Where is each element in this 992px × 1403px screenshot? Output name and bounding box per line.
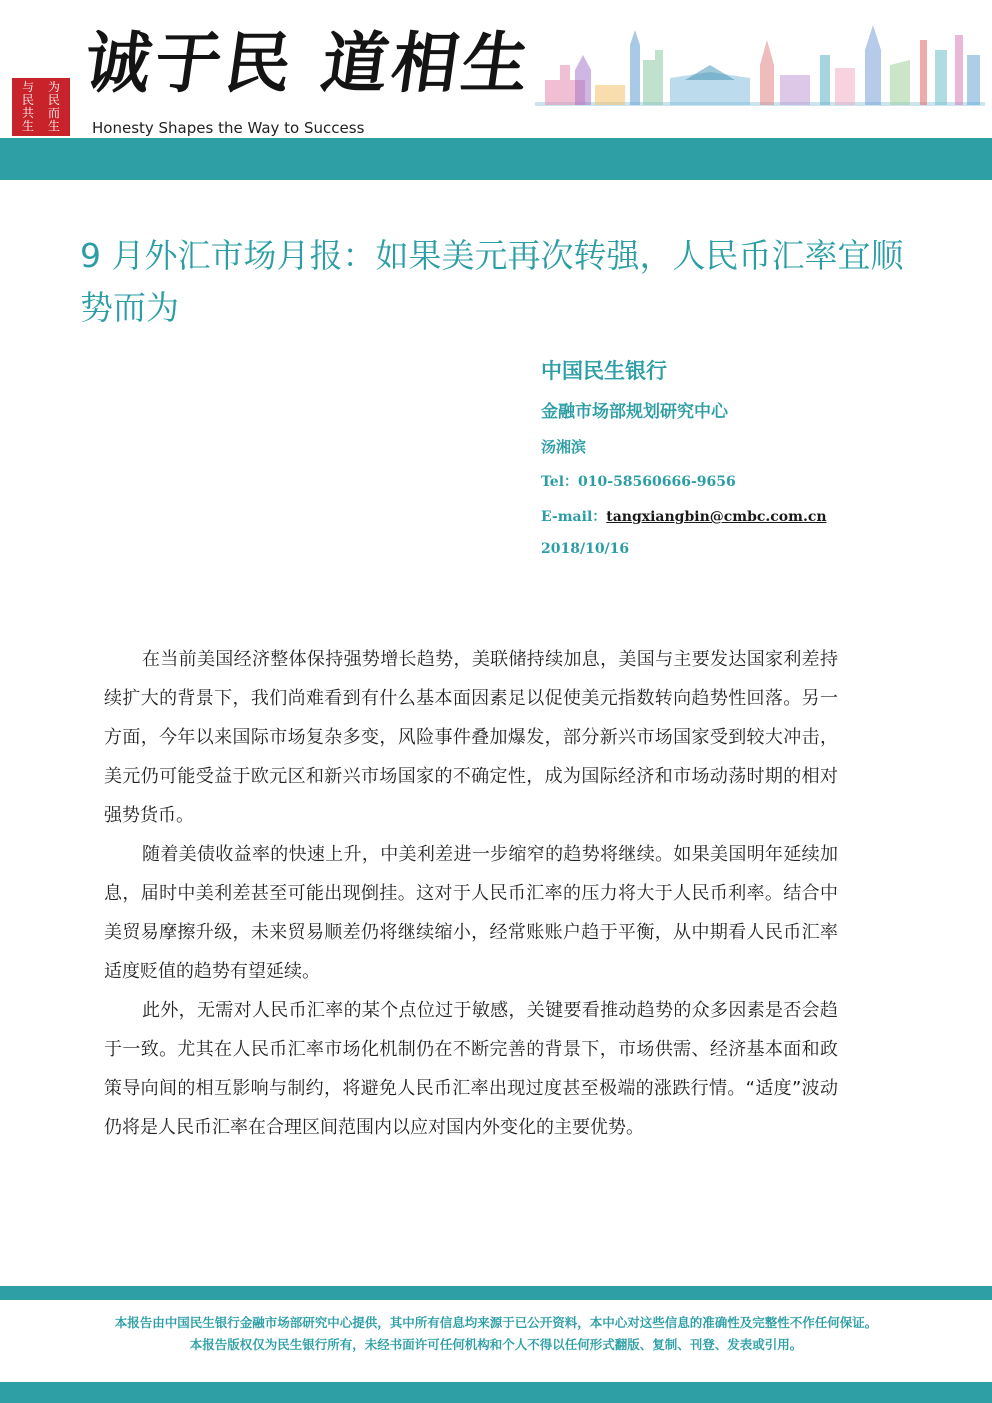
body-paragraph: 随着美债收益率的快速上升，中美利差进一步缩窄的趋势将继续。如果美国明年延续加息，届时中美利差甚至可能出现倒挂。这对于人民币汇率的压力将大于人民币利率。结合中美贸易摩擦升级，未来贸易顺差仍将继续缩小，经常账账户趋于平衡，从中期看人民币汇率适度贬值的趋势有望延续。 [104,844,838,982]
slogan: Honesty Shapes the Way to Success [92,119,365,137]
city-skyline-illustration [535,10,985,115]
seal-char: 民 [21,93,34,107]
copyright-line: 本报告版权仅为民生银行所有，未经书面许可任何机构和个人不得以任何形式翻版、复制、刊登、发表或引用。 [189,1337,803,1352]
calligraphy-motto: 诚于民 道相生 [79,24,538,102]
footer-accent-band-top [0,1286,992,1300]
bank-seal-logo [12,78,70,136]
author-info [541,355,827,572]
author-name: 汤湘滨 [541,438,587,456]
email-link[interactable]: tangxiangbin@cmbc.com.cn [606,509,827,525]
seal-char: 共 [21,106,34,120]
header-accent-band [0,138,992,180]
email-label: E-mail： [541,509,607,525]
seal-char: 生 [21,119,34,133]
seal-char: 民 [47,93,60,107]
disclaimer-footer [0,1300,992,1382]
disclaimer-line: 本报告由中国民生银行金融市场部研究中心提供，其中所有信息均来源于已公开资料，本中心对这些信息的准确性及完整性不作任何保证。 [114,1315,878,1330]
seal-char: 与 [21,80,34,94]
report-title: 9 月外汇市场月报：如果美元再次转强，人民币汇率宜顺势而为 [80,236,904,327]
seal-char: 为 [47,80,60,94]
report-body [104,640,838,1147]
body-paragraph: 在当前美国经济整体保持强势增长趋势，美联储持续加息，美国与主要发达国家利差持续扩大的背景下，我们尚难看到有什么基本面因素足以促使美元指数转向趋势性回落。另一方面，今年以来国际市场复杂多变，风险事件叠加爆发，部分新兴市场国家受到较大冲击，美元仍可能受益于欧元区和新兴市场国家的不确定性，成为国际经济和市场动荡时期的相对强势货币。 [104,649,838,826]
bank-name: 中国民生银行 [541,359,667,383]
author-email-row [541,506,827,526]
report-date: 2018/10/16 [541,541,630,557]
department: 金融市场部规划研究中心 [541,402,728,422]
body-paragraph: 此外，无需对人民币汇率的某个点位过于敏感，关键要看推动趋势的众多因素是否会趋于一致。尤其在人民币汇率市场化机制仍在不断完善的背景下，市场供需、经济基本面和政策导向间的相互影响与制约，将避免人民币汇率出现过度甚至极端的涨跌行情。“适度”波动仍将是人民币汇率在合理区间范围内以应对国内外变化的主要优势。 [104,1000,838,1138]
seal-char: 生 [47,119,60,133]
author-tel: Tel：010-58560666-9656 [541,474,736,490]
footer-accent-band-bottom [0,1382,992,1403]
seal-char: 而 [47,106,60,120]
